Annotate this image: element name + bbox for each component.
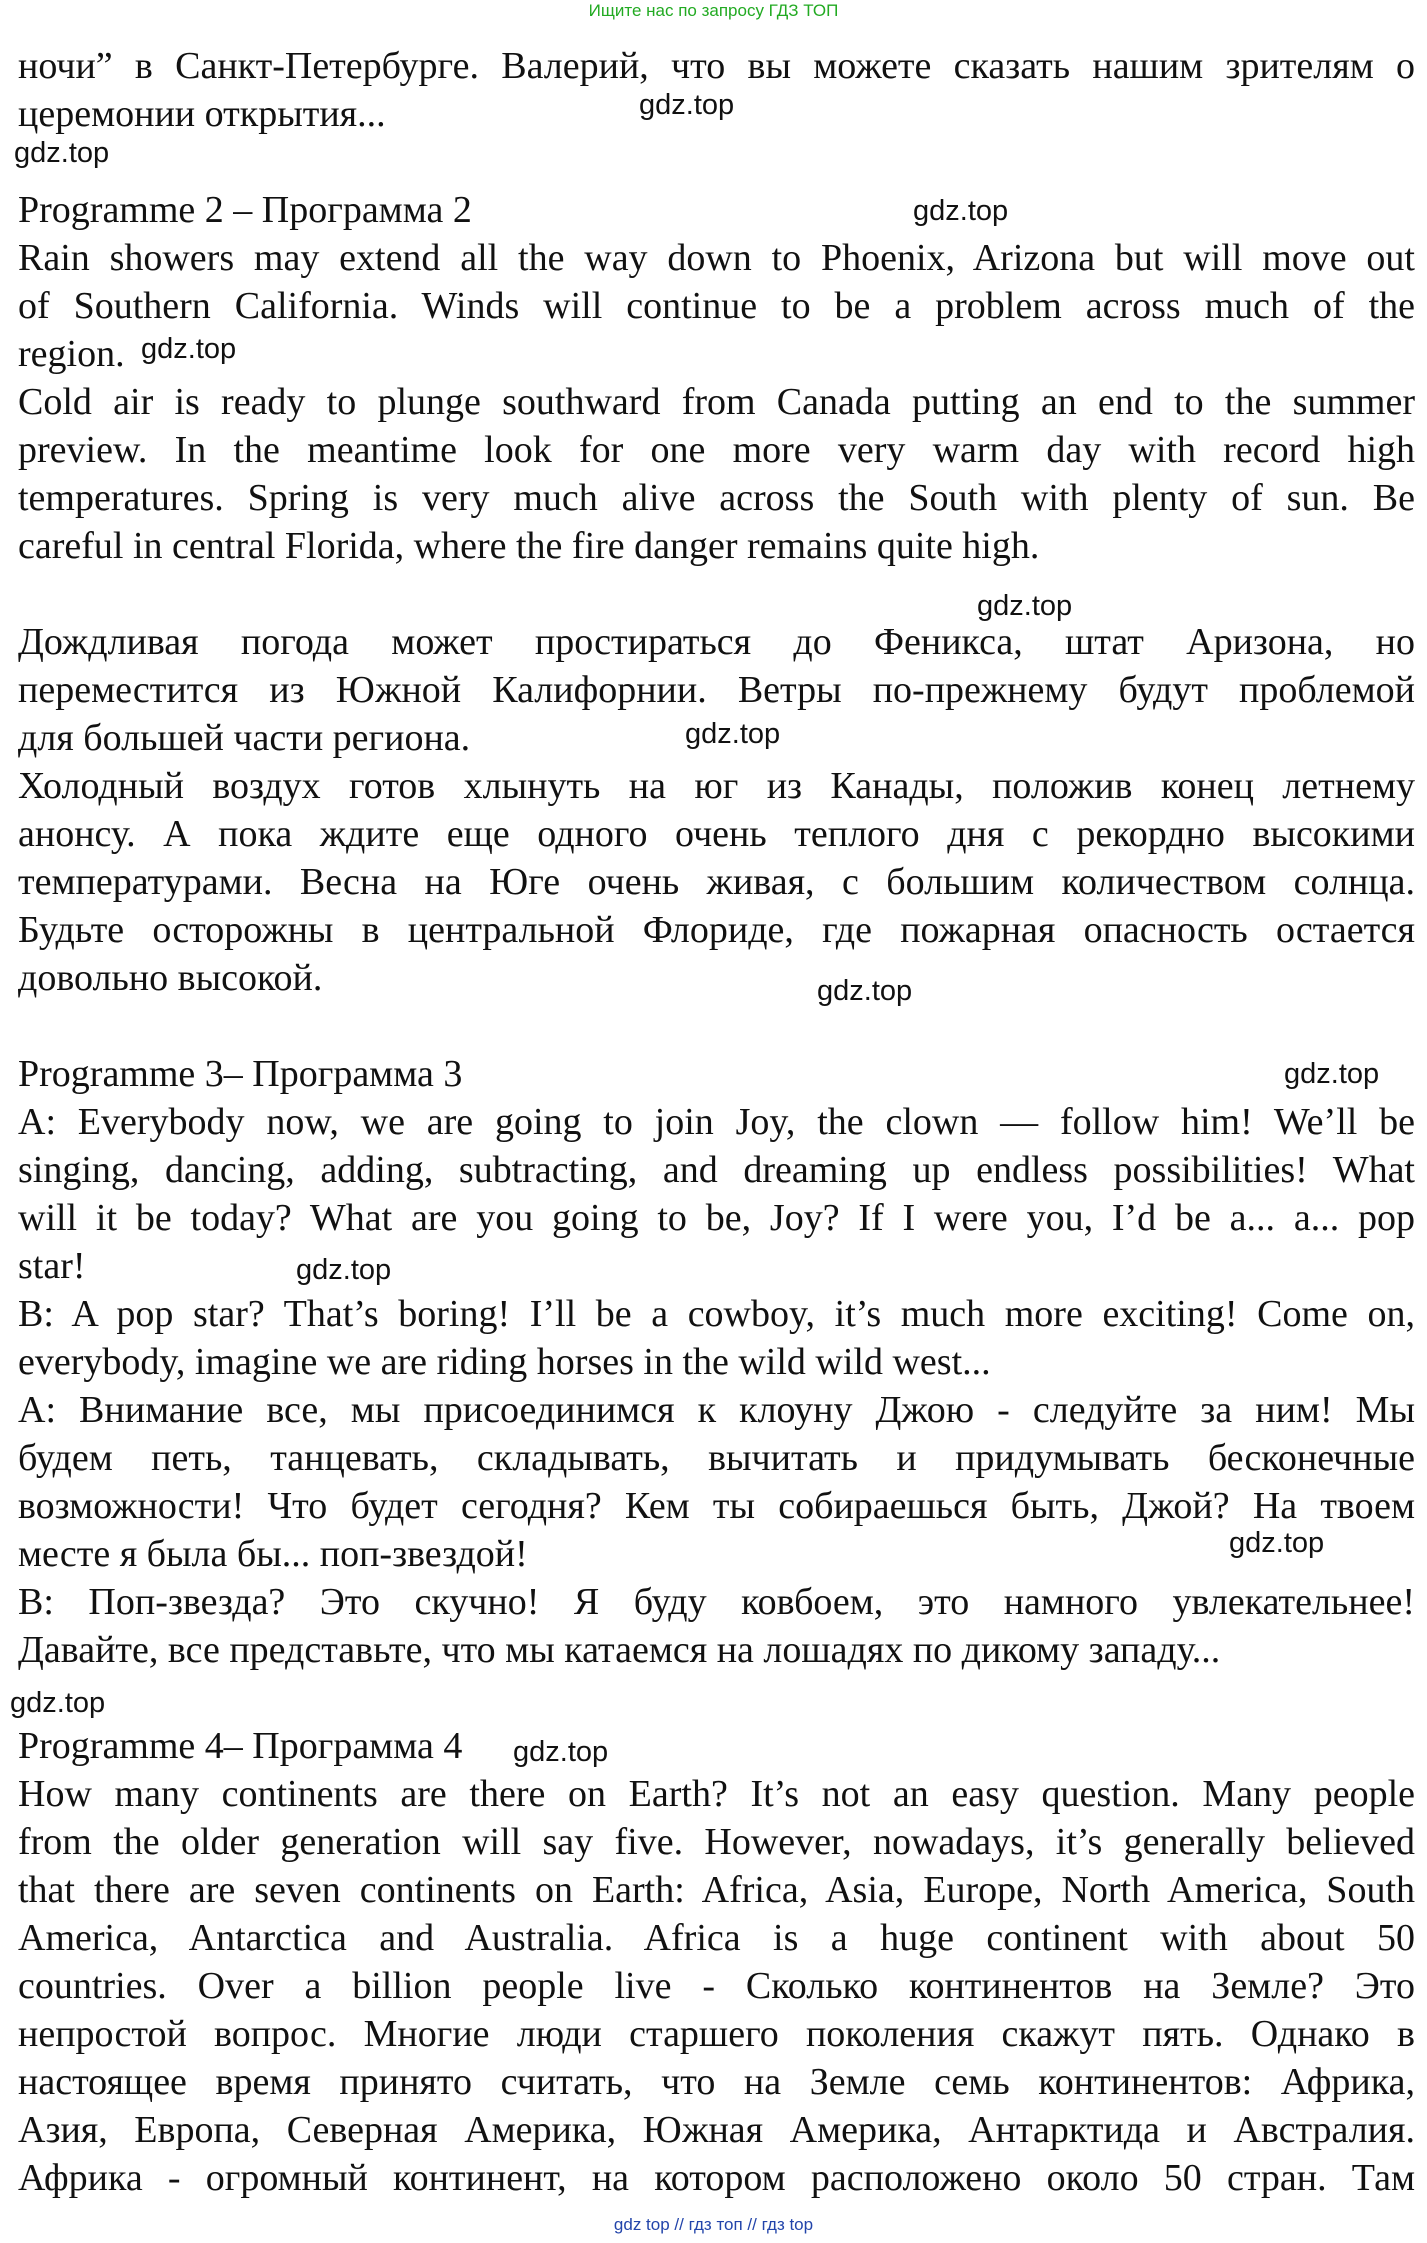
watermark: gdz.top — [296, 1254, 392, 1286]
text-line: will it be today? What are you going to be, Joy? If I were you, I’d be a... a... pop — [18, 1197, 1415, 1239]
text-line: непростой вопрос. Многие люди старшего поколения скажут пять. Однако в — [18, 2013, 1415, 2055]
page-footer: gdz top // гдз топ // гдз top — [613, 2215, 814, 2234]
text-line: How many continents are there on Earth? It’s not an easy question. Many people — [18, 1773, 1415, 1815]
watermark: gdz.top — [685, 718, 781, 750]
text-line: America, Antarctica and Australia. Africa is a huge continent with about 50 — [18, 1917, 1415, 1959]
watermark: gdz.top — [1284, 1058, 1380, 1090]
text-line: B: A pop star? That’s boring! I’ll be a cowboy, it’s much more exciting! Come on, — [18, 1293, 1415, 1335]
text-line: star! — [18, 1245, 86, 1287]
text-line: everybody, imagine we are riding horses in the wild wild west... — [18, 1341, 991, 1383]
text-line: возможности! Что будет сегодня? Кем ты собираешься быть, Джой? На твоем — [18, 1485, 1415, 1527]
watermark: gdz.top — [913, 195, 1009, 227]
text-line: temperatures. Spring is very much alive across the South with plenty of sun. Be — [18, 477, 1415, 519]
watermark: gdz.top — [817, 975, 913, 1007]
watermark: gdz.top — [14, 137, 110, 169]
text-line: А: Внимание все, мы присоединимся к клоуну Джою - следуйте за ним! Мы — [18, 1389, 1415, 1431]
text-line: переместится из Южной Калифорнии. Ветры по-прежнему будут проблемой — [18, 669, 1415, 711]
text-line: singing, dancing, adding, subtracting, and dreaming up endless possibilities! What — [18, 1149, 1415, 1191]
text-line: of Southern California. Winds will continue to be a problem across much of the — [18, 285, 1415, 327]
section-heading: Programme 2 – Программа 2 — [18, 189, 472, 231]
watermark: gdz.top — [141, 333, 237, 365]
text-line: careful in central Florida, where the fire danger remains quite high. — [18, 525, 1040, 567]
text-line: Холодный воздух готов хлынуть на юг из Канады, положив конец летнему — [18, 765, 1415, 807]
text-line: для большей части региона. — [18, 717, 471, 759]
text-line: анонсу. А пока ждите еще одного очень теплого дня с рекордно высокими — [18, 813, 1415, 855]
search-banner: Ищите нас по запросу ГДЗ ТОП — [588, 1, 839, 20]
text-line: температурами. Весна на Юге очень живая, с большим количеством солнца. — [18, 861, 1415, 903]
text-line: В: Поп-звезда? Это скучно! Я буду ковбоем, это намного увлекательнее! — [18, 1581, 1415, 1623]
watermark: gdz.top — [639, 89, 735, 121]
text-line: довольно высокой. — [18, 957, 323, 999]
watermark: gdz.top — [1229, 1527, 1325, 1559]
text-line: Давайте, все представьте, что мы катаемся на лошадях по дикому западу... — [18, 1629, 1221, 1671]
text-line: that there are seven continents on Earth: Africa, Asia, Europe, North America, South — [18, 1869, 1415, 1911]
text-line: будем петь, танцевать, складывать, вычитать и придумывать бесконечные — [18, 1437, 1415, 1479]
text-line: ночи” в Санкт-Петербурге. Валерий, что вы можете сказать нашим зрителям о — [18, 45, 1415, 87]
text-line: церемонии открытия... — [18, 93, 386, 135]
watermark: gdz.top — [977, 590, 1073, 622]
text-line: Дождливая погода может простираться до Феникса, штат Аризона, но — [18, 621, 1415, 663]
watermark: gdz.top — [10, 1687, 106, 1719]
text-line: preview. In the meantime look for one more very warm day with record high — [18, 429, 1415, 471]
text-line: месте я была бы... поп-звездой! — [18, 1533, 528, 1575]
text-line: Азия, Европа, Северная Америка, Южная Америка, Антарктида и Австралия. — [18, 2109, 1415, 2151]
section-heading: Programme 3– Программа 3 — [18, 1053, 463, 1095]
text-line: настоящее время принято считать, что на Земле семь континентов: Африка, — [18, 2061, 1415, 2103]
watermark: gdz.top — [513, 1736, 609, 1768]
text-line: Африка - огромный континент, на котором расположено около 50 стран. Там — [18, 2157, 1415, 2199]
text-line: from the older generation will say five. However, nowadays, it’s generally believed — [18, 1821, 1415, 1863]
text-line: countries. Over a billion people live - Сколько континентов на Земле? Это — [18, 1965, 1415, 2007]
section-heading: Programme 4– Программа 4 — [18, 1725, 463, 1767]
text-line: region. — [18, 333, 125, 375]
text-line: Будьте осторожны в центральной Флориде, где пожарная опасность остается — [18, 909, 1415, 951]
text-line: Rain showers may extend all the way down to Phoenix, Arizona but will move out — [18, 237, 1415, 279]
text-line: Cold air is ready to plunge southward from Canada putting an end to the summer — [18, 381, 1415, 423]
text-line: A: Everybody now, we are going to join Joy, the clown — follow him! We’ll be — [18, 1101, 1415, 1143]
